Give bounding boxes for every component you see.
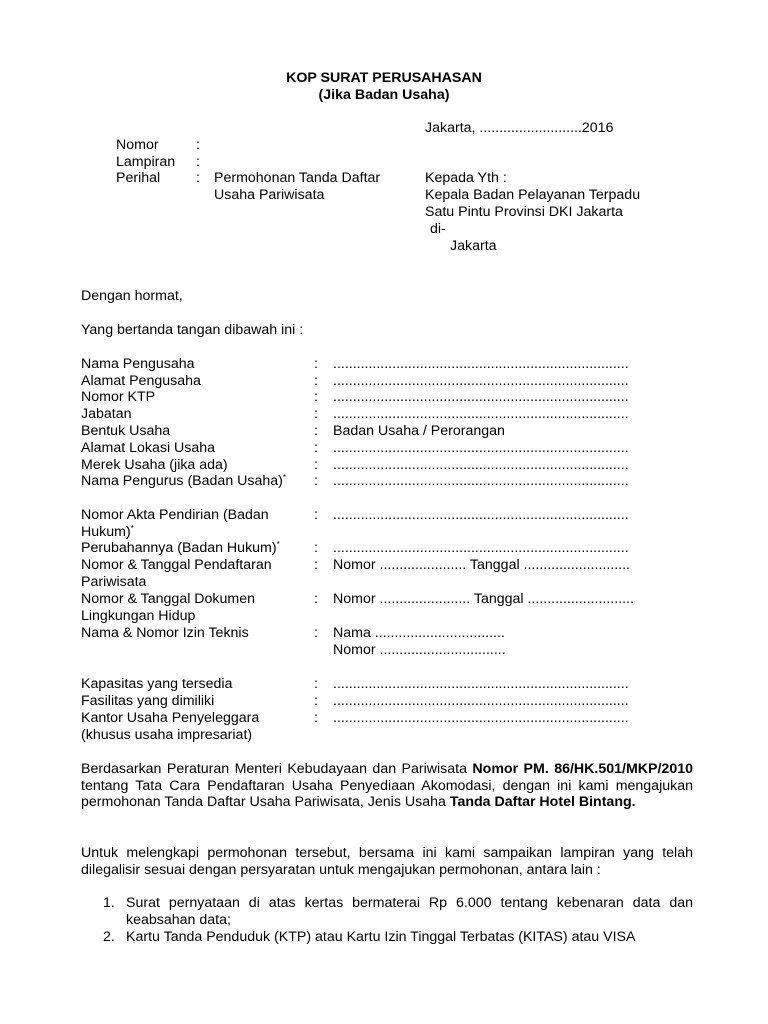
field-dots: ........................................................................... (333, 389, 629, 405)
field-colon: : (314, 591, 318, 607)
field-label: Nama & Nomor Izin Teknis (81, 625, 249, 641)
recipient-line1: Kepada Yth : (425, 170, 507, 186)
field-label: Jabatan (81, 406, 132, 422)
field-label: Nomor KTP (81, 389, 156, 405)
para1-text-b: tentang Tata Cara Pendaftaran Usaha Penyediaan Akomodasi, dengan ini kami mengajukan permohonan Tanda Daftar Usaha Pariwisata, Jenis Usaha (81, 777, 693, 810)
field-colon: : (314, 423, 318, 439)
field-label (81, 473, 296, 490)
field-label: Nomor & Tanggal Dokumen Lingkungan Hidup (81, 591, 256, 624)
field-dots: ........................................................................... (333, 373, 629, 389)
para1-text-a: Berdasarkan Peraturan Menteri Kebudayaan dan Pariwisata (81, 761, 473, 777)
field-label: Bentuk Usaha (81, 423, 171, 439)
field-value: Badan Usaha / Perorangan (333, 423, 505, 439)
field-dots: ........................................................................... (333, 457, 629, 473)
field-colon: : (314, 457, 318, 473)
field-dots: ........................................................................... (333, 540, 629, 556)
field-dots: ........................................................................... (333, 440, 629, 456)
field-colon: : (314, 625, 318, 641)
field-label (81, 540, 311, 557)
field-label-text: Nomor Akta Pendirian (Badan Hukum) (81, 507, 269, 540)
asterisk-mark: * (282, 473, 287, 482)
field-label: Alamat Pengusaha (81, 373, 201, 389)
field-label-text: Nama Pengurus (Badan Usaha) (81, 473, 283, 489)
letterhead-subtitle: (Jika Badan Usaha) (318, 87, 450, 103)
list-text: Kartu Tanda Penduduk (KTP) atau Kartu Izin Tinggal Terbatas (KITAS) atau VISA (126, 929, 636, 945)
field-dots: ........................................................................... (333, 507, 629, 523)
field-colon: : (314, 676, 318, 692)
field-label: Nomor & Tanggal Pendaftaran Pariwisata (81, 557, 272, 590)
field-colon: : (314, 473, 318, 489)
nomor-label: Nomor (116, 137, 159, 153)
letterhead-title: KOP SURAT PERUSAHASAN (286, 70, 482, 86)
perihal-label: Perihal (116, 170, 161, 186)
nomor-colon: : (196, 137, 200, 153)
field-colon: : (314, 557, 318, 573)
field-label-text: Perubahannya (Badan Hukum) (81, 540, 277, 556)
field-colon: : (314, 693, 318, 709)
field-label: Kantor Usaha Penyeleggara (khusus usaha impresariat) (81, 710, 260, 743)
perihal-value-line1: Permohonan Tanda Daftar (214, 170, 381, 186)
regulation-number: Nomor PM. 86/HK.501/MKP/2010 (472, 761, 693, 777)
field-value: Nomor ....................... Tanggal ........................... (333, 591, 634, 607)
field-value: Nomor ................................ (333, 642, 506, 658)
perihal-value-line2: Usaha Pariwisata (214, 187, 325, 203)
date-line: Jakarta, ..........................2016 (425, 120, 614, 136)
field-colon: : (314, 356, 318, 372)
business-type: Tanda Daftar Hotel Bintang. (449, 794, 636, 810)
field-dots: ........................................................................... (333, 693, 629, 709)
greeting: Dengan hormat, (81, 288, 183, 304)
recipient-line3: Satu Pintu Provinsi DKI Jakarta (425, 204, 623, 220)
field-value: Nomor ...................... Tanggal ........................... (333, 557, 630, 573)
field-colon: : (314, 389, 318, 405)
intro-text: Yang bertanda tangan dibawah ini : (81, 322, 304, 338)
field-value: Nama ................................. (333, 625, 505, 641)
field-label: Nama Pengusaha (81, 356, 195, 372)
list-text: Surat pernyataan di atas kertas bermaterai Rp 6.000 tentang kebenaran data dan keabsahan data; (126, 895, 693, 928)
field-colon: : (314, 507, 318, 523)
body-paragraph-regulation (81, 761, 693, 811)
field-dots: ........................................................................... (333, 356, 629, 372)
recipient-line2: Kepala Badan Pelayanan Terpadu (425, 187, 641, 203)
recipient-line4: di- (430, 221, 446, 237)
field-colon: : (314, 540, 318, 556)
list-number: 1. (103, 895, 115, 911)
field-colon: : (314, 406, 318, 422)
lampiran-label: Lampiran (116, 154, 176, 170)
field-label: Fasilitas yang dimiliki (81, 693, 215, 709)
field-colon: : (314, 710, 318, 726)
field-label: Kapasitas yang tersedia (81, 676, 233, 692)
field-label: Merek Usaha (jika ada) (81, 457, 228, 473)
perihal-colon: : (196, 170, 200, 186)
list-number: 2. (103, 929, 115, 945)
field-dots: ........................................................................... (333, 676, 629, 692)
field-colon: : (314, 373, 318, 389)
field-dots: ........................................................................... (333, 710, 629, 726)
body-paragraph-attachments: Untuk melengkapi permohonan tersebut, bersama ini kami sampaikan lampiran yang telah dilegalisir sesuai dengan persyaratan untuk mengajukan permohonan, antara lain : (81, 845, 693, 878)
field-label (81, 507, 296, 540)
asterisk-mark: * (276, 540, 280, 549)
field-label: Alamat Lokasi Usaha (81, 440, 216, 456)
lampiran-colon: : (196, 154, 200, 170)
asterisk-mark: * (130, 523, 134, 533)
field-dots: ........................................................................... (333, 406, 629, 422)
field-dots: ........................................................................... (333, 473, 629, 489)
field-colon: : (314, 440, 318, 456)
recipient-line5: Jakarta (450, 238, 497, 254)
